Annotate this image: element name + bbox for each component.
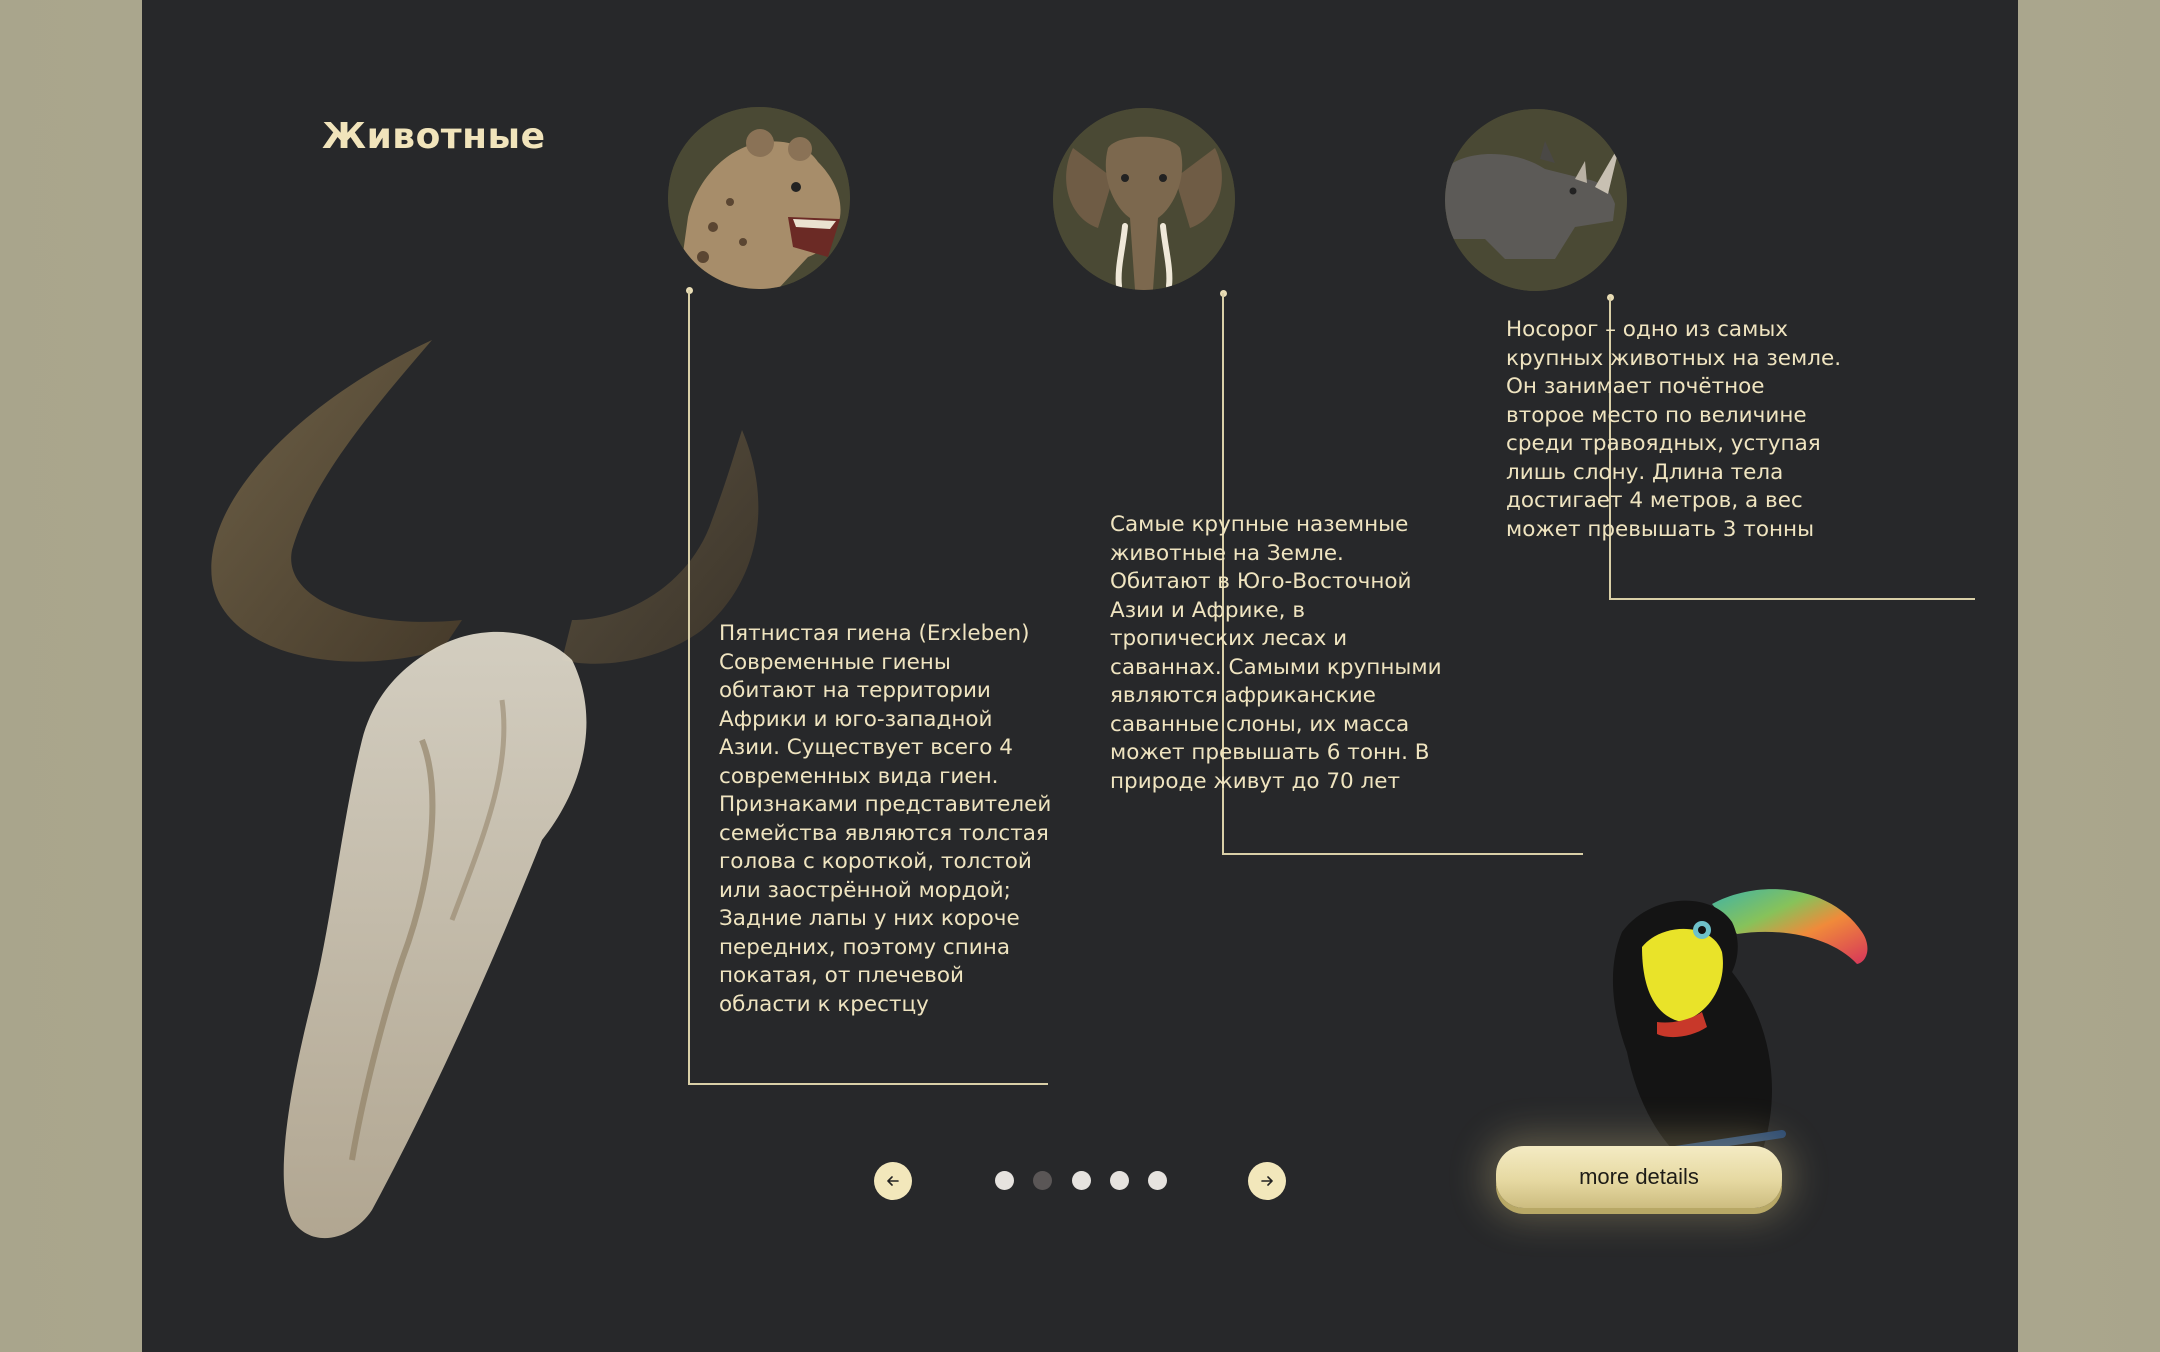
hyena-avatar [668,107,850,289]
rhino-underline [1609,598,1975,600]
rhino-avatar [1445,109,1627,291]
pagination-dot-4[interactable] [1110,1171,1129,1190]
rhino-icon [1445,109,1627,291]
pagination-dot-5[interactable] [1148,1171,1167,1190]
elephant-icon [1053,108,1235,290]
pagination-dot-3[interactable] [1072,1171,1091,1190]
prev-button[interactable] [874,1162,912,1200]
more-details-button[interactable]: more details [1496,1146,1782,1208]
elephant-avatar [1053,108,1235,290]
hyena-connector-line [688,290,690,1085]
hyena-underline [688,1083,1048,1085]
hyena-icon [668,107,850,289]
next-button[interactable] [1248,1162,1286,1200]
toucan-icon [1542,852,1962,1192]
arrow-left-icon [885,1173,901,1189]
hyena-description: Пятнистая гиена (Erxleben) Современные гиены обитают на территории Африки и юго-западной Азии. Существует всего 4 современных вида гиен. Признаками представителей семейства являются толстая голова с короткой, толстой или заострённой мордой; Задние лапы у них короче передних, поэтому спина покатая, от плечевой области к крестцу [719,621,1052,1017]
rhino-description: Носорог – одно из самых крупных животных на земле. Он занимает почётное второе место по величине среди травоядных, уступая лишь слону. Длина тела достигает 4 метров, а вес может превышать 3 тонны [1506,317,1842,542]
elephant-description: Самые крупные наземные животные на Земле. Обитают в Юго-Восточной Азии и Африке, в тропических лесах и саваннах. Самыми крупными являются африканские саванные слоны, их масса может превышать 6 тонн. В природе живут до 70 лет [1110,512,1442,794]
page-title: Животные [322,116,546,157]
pagination-dot-1[interactable] [995,1171,1014,1190]
main-panel [142,0,2018,1352]
arrow-right-icon [1259,1173,1275,1189]
pagination-dot-2[interactable] [1033,1171,1052,1190]
elephant-underline [1222,853,1583,855]
